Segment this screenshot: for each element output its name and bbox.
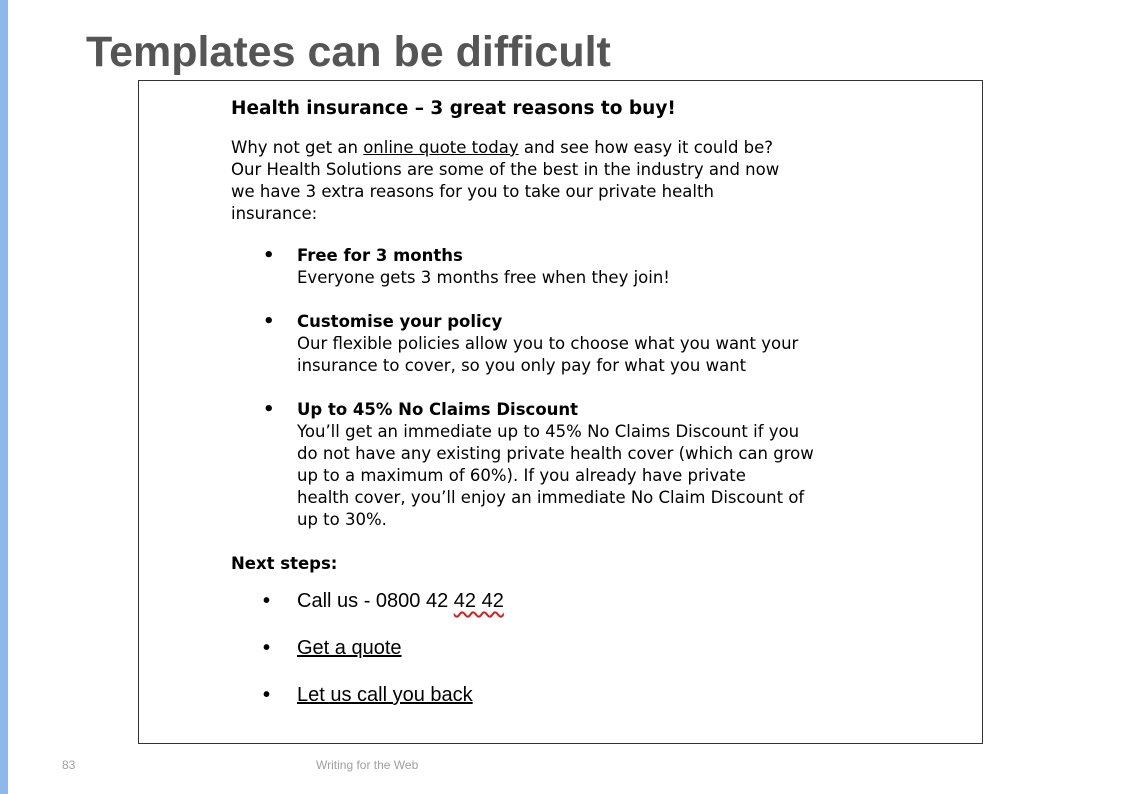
reason-text: insurance to cover, so you only pay for what you want <box>297 356 747 375</box>
next-steps-heading: Next steps: <box>231 554 338 573</box>
footer-text: Writing for the Web <box>316 758 419 772</box>
call-us-number-flagged: 42 42 <box>453 590 504 612</box>
document-body <box>231 97 931 730</box>
intro-suffix: and see how easy it could be? <box>518 138 774 157</box>
reason-text: do not have any existing private health cover (which can grow <box>297 444 814 463</box>
intro-prefix: Why not get an <box>231 138 364 157</box>
page-number: 83 <box>62 758 76 772</box>
reason-item-free <box>231 245 931 289</box>
reason-text: health cover, you’ll enjoy an immediate No Claim Discount of <box>297 488 805 507</box>
reason-item-customise <box>231 311 931 377</box>
reason-text: up to 30%. <box>297 510 387 529</box>
step-call-back <box>231 683 931 708</box>
get-a-quote-link[interactable]: Get a quote <box>297 637 402 659</box>
accent-bar <box>0 0 8 794</box>
next-steps-list <box>231 589 931 708</box>
step-call-us <box>231 589 931 614</box>
call-us-text: Call us - 0800 42 <box>297 590 454 612</box>
reason-title: • Up to 45% No Claims Discount <box>297 400 579 419</box>
reason-text: up to a maximum of 60%). If you already have private <box>297 466 746 485</box>
document-heading: Health insurance – 3 great reasons to buy! <box>231 98 676 119</box>
intro-paragraph <box>231 137 931 225</box>
reason-text: Our flexible policies allow you to choose what you want your <box>297 334 799 353</box>
step-get-quote <box>231 636 931 661</box>
reason-text: You’ll get an immediate up to 45% No Claims Discount if you <box>297 422 800 441</box>
call-back-link[interactable]: Let us call you back <box>297 684 473 706</box>
reason-text: Everyone gets 3 months free when they join! <box>297 268 670 287</box>
slide-title: Templates can be difficult <box>86 28 611 76</box>
reason-title: • Free for 3 months <box>297 246 463 265</box>
online-quote-link[interactable]: online quote today <box>363 138 519 157</box>
intro-line <box>231 137 931 159</box>
document-screenshot <box>138 80 983 744</box>
intro-line: we have 3 extra reasons for you to take our private health <box>231 182 714 201</box>
reason-title: • Customise your policy <box>297 312 503 331</box>
intro-line: insurance: <box>231 204 318 223</box>
reasons-list <box>231 245 931 531</box>
reason-item-discount <box>231 399 931 531</box>
intro-line: Our Health Solutions are some of the best in the industry and now <box>231 160 780 179</box>
